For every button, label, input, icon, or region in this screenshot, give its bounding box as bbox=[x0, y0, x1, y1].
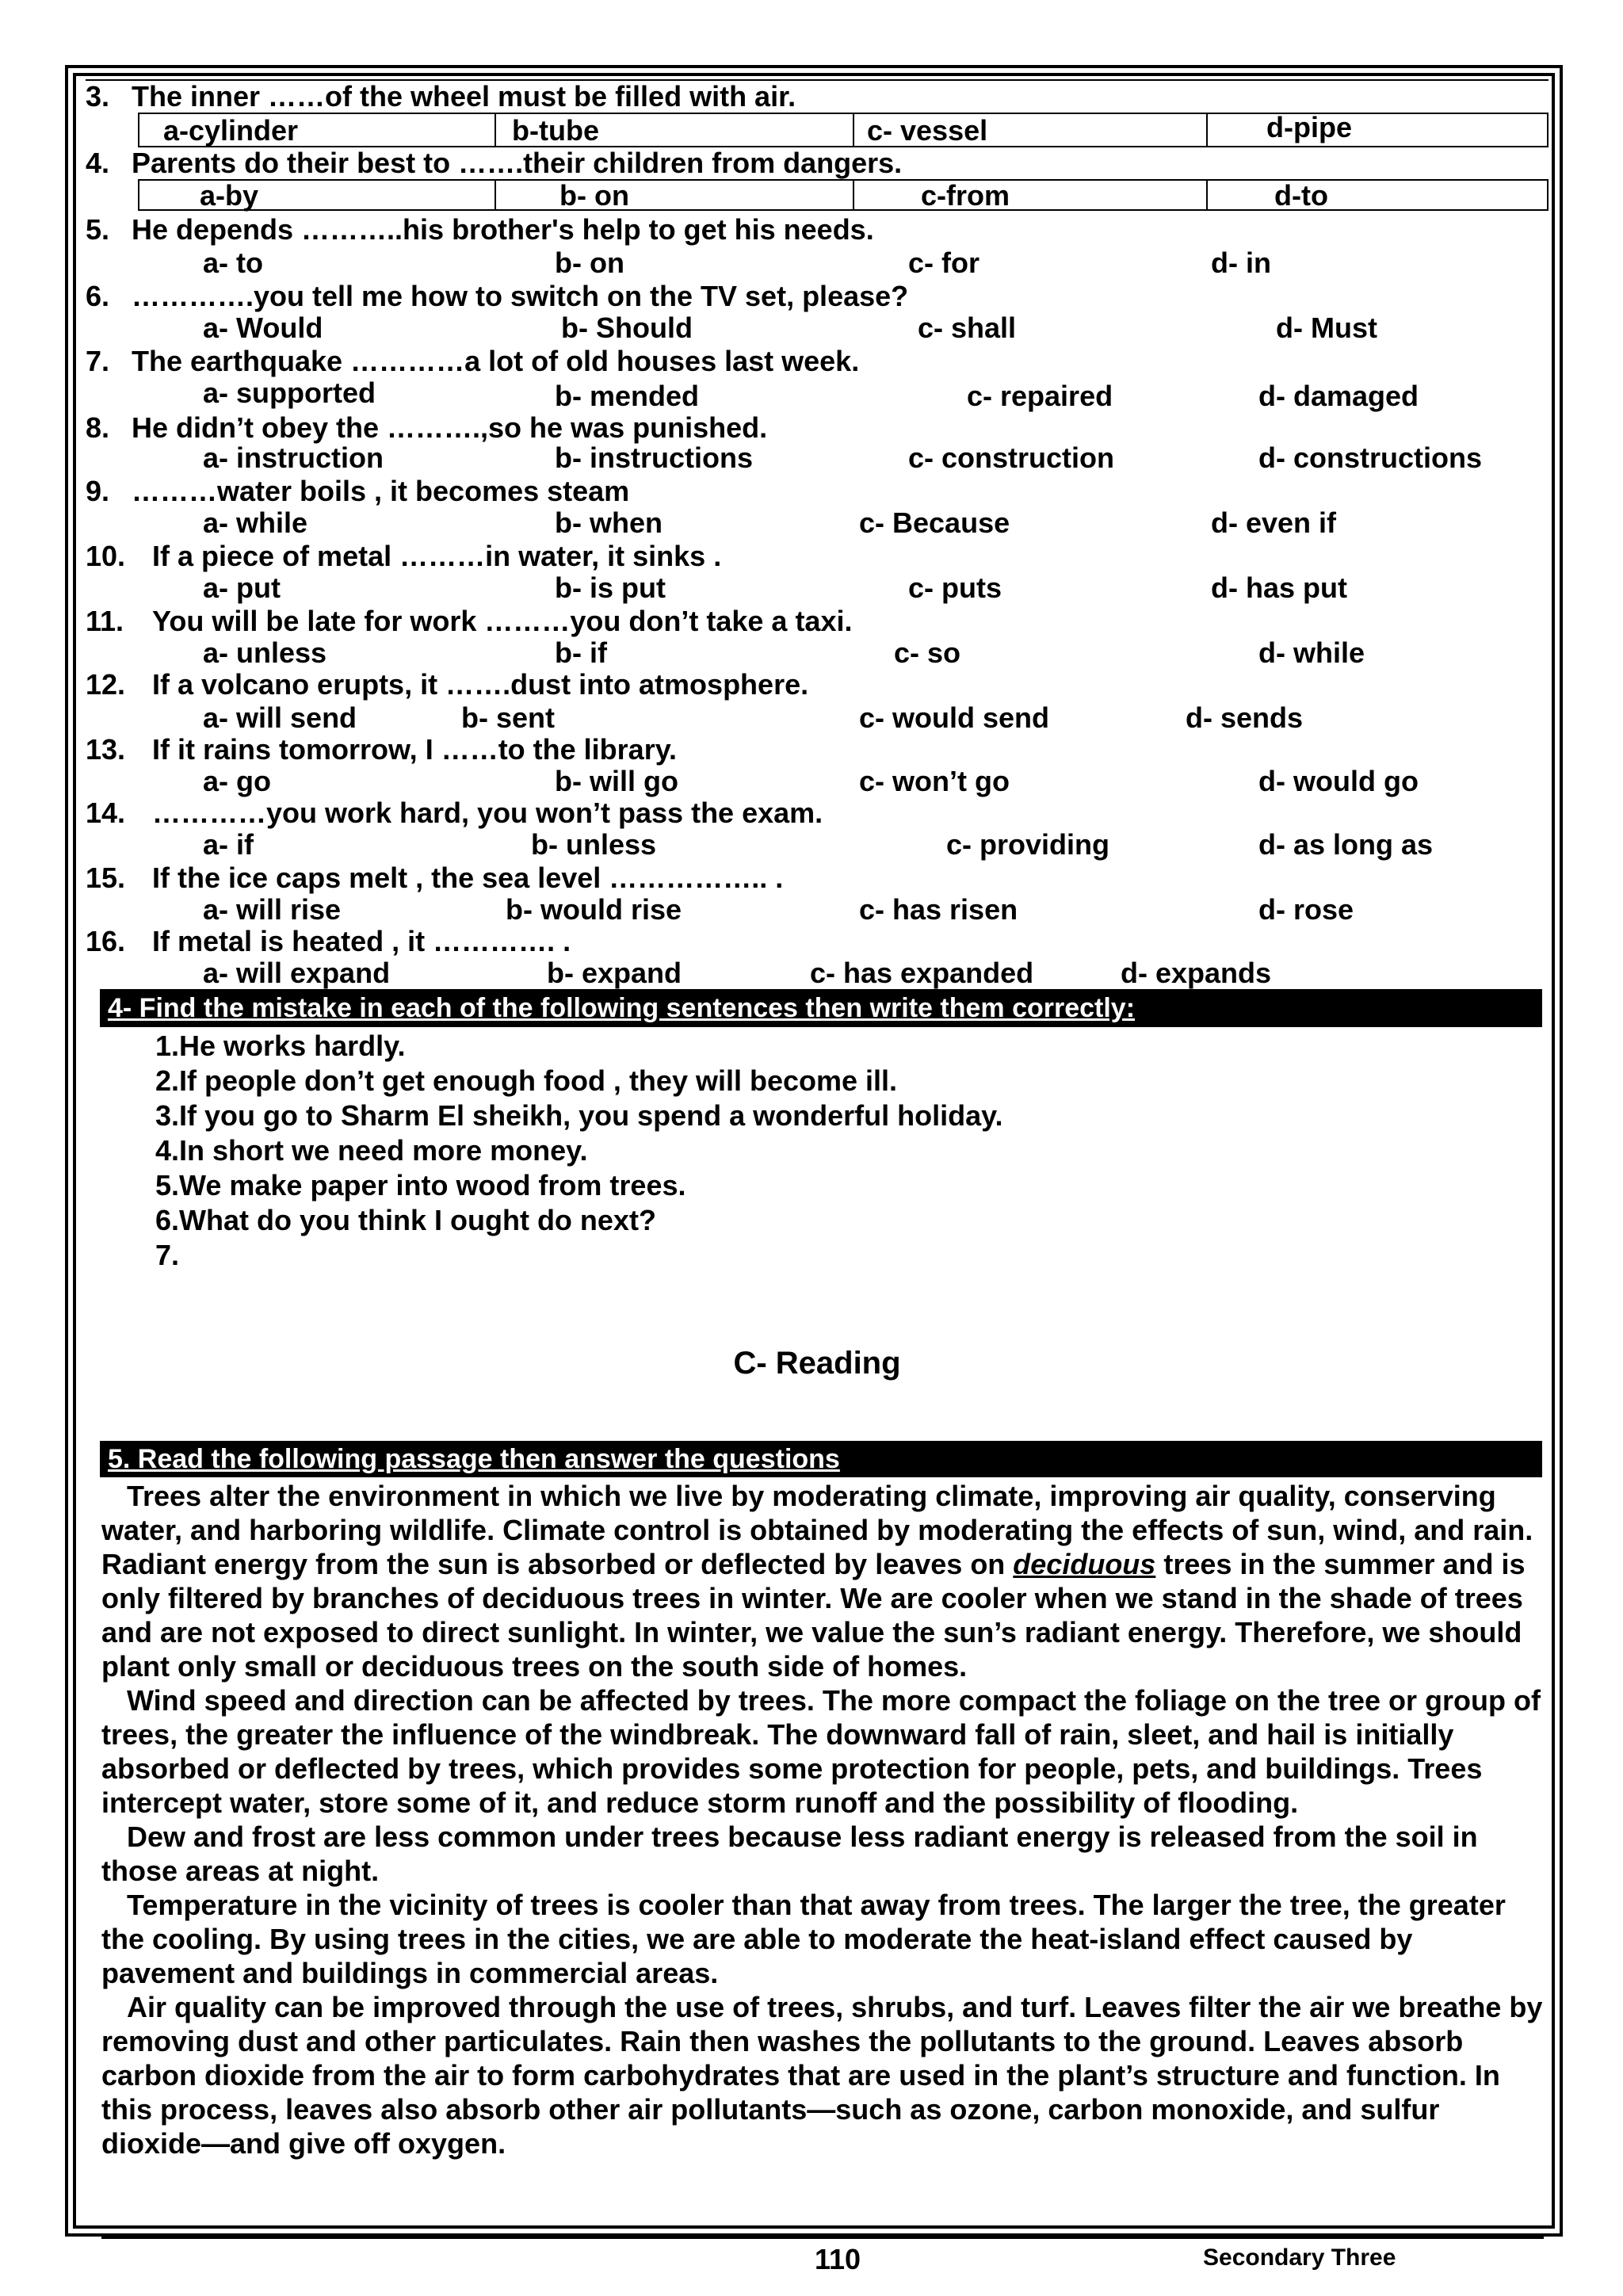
option-a[interactable]: a- will send bbox=[203, 701, 357, 734]
option-b[interactable]: b- when bbox=[555, 506, 663, 539]
question-stem: If a volcano erupts, it …….dust into atmosphere. bbox=[152, 668, 809, 701]
passage-heading: 5. Read the following passage then answer the questions bbox=[100, 1441, 1542, 1477]
option-a[interactable]: a- to bbox=[203, 246, 263, 279]
mistake-sentence-3: 3.If you go to Sharm El sheikh, you spend a wonderful holiday. bbox=[155, 1099, 1003, 1132]
question-16 bbox=[86, 926, 571, 957]
question-4 bbox=[86, 147, 902, 179]
footer-rule bbox=[101, 2235, 1544, 2239]
mistake-sentence-2: 2.If people don’t get enough food , they will become ill. bbox=[155, 1064, 898, 1097]
option-a[interactable]: a- unless bbox=[203, 636, 327, 669]
option-d[interactable]: d- sends bbox=[1186, 701, 1304, 734]
question-11-options bbox=[86, 637, 1549, 669]
question-3 bbox=[86, 81, 796, 113]
question-number: 16. bbox=[86, 925, 126, 957]
option-c[interactable]: c- construction bbox=[908, 441, 1115, 474]
option-d[interactable]: d- Must bbox=[1276, 311, 1377, 344]
option-c[interactable]: c-from bbox=[921, 179, 1010, 212]
option-c[interactable]: c- has risen bbox=[859, 893, 1018, 926]
question-15-options bbox=[86, 894, 1549, 926]
question-stem: The earthquake …………a lot of old houses last week. bbox=[132, 345, 860, 377]
option-d[interactable]: d- would go bbox=[1258, 765, 1419, 797]
question-number: 7. bbox=[86, 345, 110, 377]
question-6 bbox=[86, 281, 908, 312]
question-13 bbox=[86, 734, 677, 766]
question-stem: The inner ……of the wheel must be filled with air. bbox=[132, 80, 796, 113]
option-a[interactable]: a- instruction bbox=[203, 441, 384, 474]
question-number: 6. bbox=[86, 280, 110, 312]
option-d[interactable]: d-pipe bbox=[1266, 111, 1352, 143]
question-6-options bbox=[86, 312, 1549, 344]
level-label: Secondary Three bbox=[1203, 2244, 1396, 2271]
question-stem: He depends ………..his brother's help to get his needs. bbox=[132, 213, 874, 246]
option-b[interactable]: b- is put bbox=[555, 571, 666, 604]
option-d[interactable]: d- rose bbox=[1258, 893, 1354, 926]
question-stem: If a piece of metal ………in water, it sinks . bbox=[152, 540, 722, 572]
question-number: 11. bbox=[86, 605, 124, 637]
question-9-options bbox=[86, 507, 1549, 539]
question-number: 14. bbox=[86, 797, 126, 829]
question-number: 9. bbox=[86, 475, 110, 507]
option-b[interactable]: b- Should bbox=[561, 311, 693, 344]
question-number: 8. bbox=[86, 411, 110, 444]
option-b[interactable]: b- mended bbox=[555, 380, 700, 412]
question-stem: If it rains tomorrow, I ……to the library. bbox=[152, 733, 678, 766]
option-b[interactable]: b- on bbox=[559, 179, 629, 212]
question-9 bbox=[86, 476, 629, 507]
option-d[interactable]: d- even if bbox=[1211, 506, 1337, 539]
option-b[interactable]: b- on bbox=[555, 246, 624, 279]
option-c[interactable]: c- puts bbox=[908, 571, 1002, 604]
option-c[interactable]: c- repaired bbox=[967, 380, 1113, 412]
mistake-sentence-7: 7. bbox=[155, 1239, 180, 1271]
question-stem: He didn’t obey the ……….,so he was punished. bbox=[132, 411, 768, 444]
question-10 bbox=[86, 541, 721, 572]
question-4-options bbox=[138, 179, 1549, 211]
question-5 bbox=[86, 214, 874, 246]
question-16-options bbox=[86, 957, 1549, 989]
question-stem: If the ice caps melt , the sea level …………….. . bbox=[152, 861, 784, 894]
question-8-options bbox=[86, 442, 1549, 474]
option-c[interactable]: c- so bbox=[894, 636, 961, 669]
option-b[interactable]: b- if bbox=[555, 636, 607, 669]
reading-passage bbox=[101, 1479, 1544, 2160]
question-12-options bbox=[86, 702, 1549, 734]
option-b[interactable]: b- unless bbox=[531, 828, 657, 861]
question-number: 3. bbox=[86, 80, 110, 113]
question-7 bbox=[86, 346, 859, 377]
option-a[interactable]: a- go bbox=[203, 765, 271, 797]
option-a[interactable]: a- will rise bbox=[203, 893, 342, 926]
question-number: 4. bbox=[86, 147, 110, 179]
question-12 bbox=[86, 669, 808, 701]
option-d[interactable]: d-to bbox=[1274, 179, 1328, 212]
option-a[interactable]: a- if bbox=[203, 828, 254, 861]
option-c[interactable]: c- Because bbox=[859, 506, 1010, 539]
mistakes-heading: 4- Find the mistake in each of the following sentences then write them correctly: bbox=[100, 989, 1542, 1027]
question-number: 15. bbox=[86, 861, 126, 894]
option-d[interactable]: d- expands bbox=[1121, 957, 1272, 989]
passage-paragraph-3: Dew and frost are less common under trees because less radiant energy is released from the soil in those areas at night. bbox=[101, 1820, 1478, 1887]
mistake-sentence-1: 1.He works hardly. bbox=[155, 1030, 406, 1062]
option-a[interactable]: a- supported bbox=[203, 376, 376, 409]
option-c[interactable]: c- shall bbox=[918, 311, 1017, 344]
option-b[interactable]: b- will go bbox=[555, 765, 678, 797]
option-d[interactable]: d- in bbox=[1211, 246, 1271, 279]
question-7-options bbox=[86, 376, 1549, 412]
option-b[interactable]: b- would rise bbox=[506, 893, 682, 926]
question-stem: ………water boils , it becomes steam bbox=[132, 475, 630, 507]
mistake-sentence-4: 4.In short we need more money. bbox=[155, 1134, 588, 1167]
option-a[interactable]: a-cylinder bbox=[163, 114, 299, 147]
question-number: 12. bbox=[86, 668, 126, 701]
option-b[interactable]: b- expand bbox=[547, 957, 682, 989]
question-number: 10. bbox=[86, 540, 126, 572]
option-a[interactable]: a- Would bbox=[203, 311, 323, 344]
option-c[interactable]: c- for bbox=[908, 246, 980, 279]
question-stem: If metal is heated , it …………. . bbox=[152, 925, 571, 957]
passage-paragraph-1: Trees alter the environment in which we live by moderating climate, improving air quality, conserving water, and harboring wildlife. Climate control is obtained by moderating the effects of sun, wind, and rain. Radiant energy from the sun is absorbed or deflected by leaves on deciduous trees in the summer and is only filtered by branches of deciduous trees in winter. We are cooler when we stand in the shade of trees and are not exposed to direct sunlight. In winter, we value the sun’s radiant energy. Therefore, we should plant only small or deciduous trees on the south side of homes. bbox=[101, 1480, 1533, 1683]
option-d[interactable]: d- as long as bbox=[1258, 828, 1434, 861]
option-d[interactable]: d- while bbox=[1258, 636, 1365, 669]
section-title: C- Reading bbox=[733, 1346, 901, 1381]
question-8 bbox=[86, 412, 767, 444]
option-b[interactable]: b- sent bbox=[461, 701, 556, 734]
question-10-options bbox=[86, 572, 1549, 604]
option-a[interactable]: a- while bbox=[203, 506, 308, 539]
passage-paragraph-2: Wind speed and direction can be affected by trees. The more compact the foliage on the tree or group of trees, the greater the influence of the windbreak. The downward fall of rain, sleet, and hail is initially absorbed or deflected by trees, which provides some protection for people, pets, and buildings. Trees intercept water, store some of it, and reduce storm runoff and the possibility of flooding. bbox=[101, 1684, 1541, 1819]
option-c[interactable]: c- vessel bbox=[867, 114, 988, 147]
option-b[interactable]: b- instructions bbox=[555, 441, 753, 474]
question-11 bbox=[86, 606, 852, 637]
option-c[interactable]: c- providing bbox=[946, 828, 1109, 861]
option-a[interactable]: a-by bbox=[200, 179, 259, 212]
option-c[interactable]: c- would send bbox=[859, 701, 1050, 734]
question-14-options bbox=[86, 829, 1549, 861]
question-3-options bbox=[138, 113, 1549, 147]
option-d[interactable]: d- constructions bbox=[1258, 441, 1483, 474]
question-14 bbox=[86, 797, 823, 829]
option-d[interactable]: d- has put bbox=[1211, 571, 1347, 604]
option-b[interactable]: b-tube bbox=[512, 114, 599, 147]
passage-paragraph-5: Air quality can be improved through the use of trees, shrubs, and turf. Leaves filter the air we breathe by removing dust and other particulates. Rain then washes the pollutants to the ground. Leaves absorb carbon dioxide from the air to form carbohydrates that are used in the plant’s structure and function. In this process, leaves also absorb other air pollutants—such as ozone, carbon monoxide, and sulfur dioxide—and give off oxygen. bbox=[101, 1991, 1543, 2160]
mistake-sentence-5: 5.We make paper into wood from trees. bbox=[155, 1169, 686, 1201]
option-d[interactable]: d- damaged bbox=[1258, 380, 1419, 412]
emphasized-word: deciduous bbox=[1013, 1548, 1156, 1580]
option-a[interactable]: a- will expand bbox=[203, 957, 391, 989]
question-15 bbox=[86, 862, 783, 894]
question-13-options bbox=[86, 766, 1549, 797]
question-5-options bbox=[86, 247, 1549, 279]
question-number: 13. bbox=[86, 733, 126, 766]
question-stem: …………you work hard, you won’t pass the exam. bbox=[152, 797, 823, 829]
question-stem: You will be late for work ………you don’t take a taxi. bbox=[152, 605, 853, 637]
passage-paragraph-4: Temperature in the vicinity of trees is cooler than that away from trees. The larger the tree, the greater the cooling. By using trees in the cities, we are able to moderate the heat-island effect caused by pavement and buildings in commercial areas. bbox=[101, 1889, 1506, 1989]
question-stem: ………….you tell me how to switch on the TV set, please? bbox=[132, 280, 909, 312]
question-number: 5. bbox=[86, 213, 110, 246]
page-number: 110 bbox=[815, 2243, 861, 2275]
option-c[interactable]: c- won’t go bbox=[859, 765, 1010, 797]
question-stem: Parents do their best to …….their children from dangers. bbox=[132, 147, 903, 179]
option-c[interactable]: c- has expanded bbox=[810, 957, 1034, 989]
mistake-sentence-6: 6.What do you think I ought do next? bbox=[155, 1204, 656, 1236]
option-a[interactable]: a- put bbox=[203, 571, 281, 604]
